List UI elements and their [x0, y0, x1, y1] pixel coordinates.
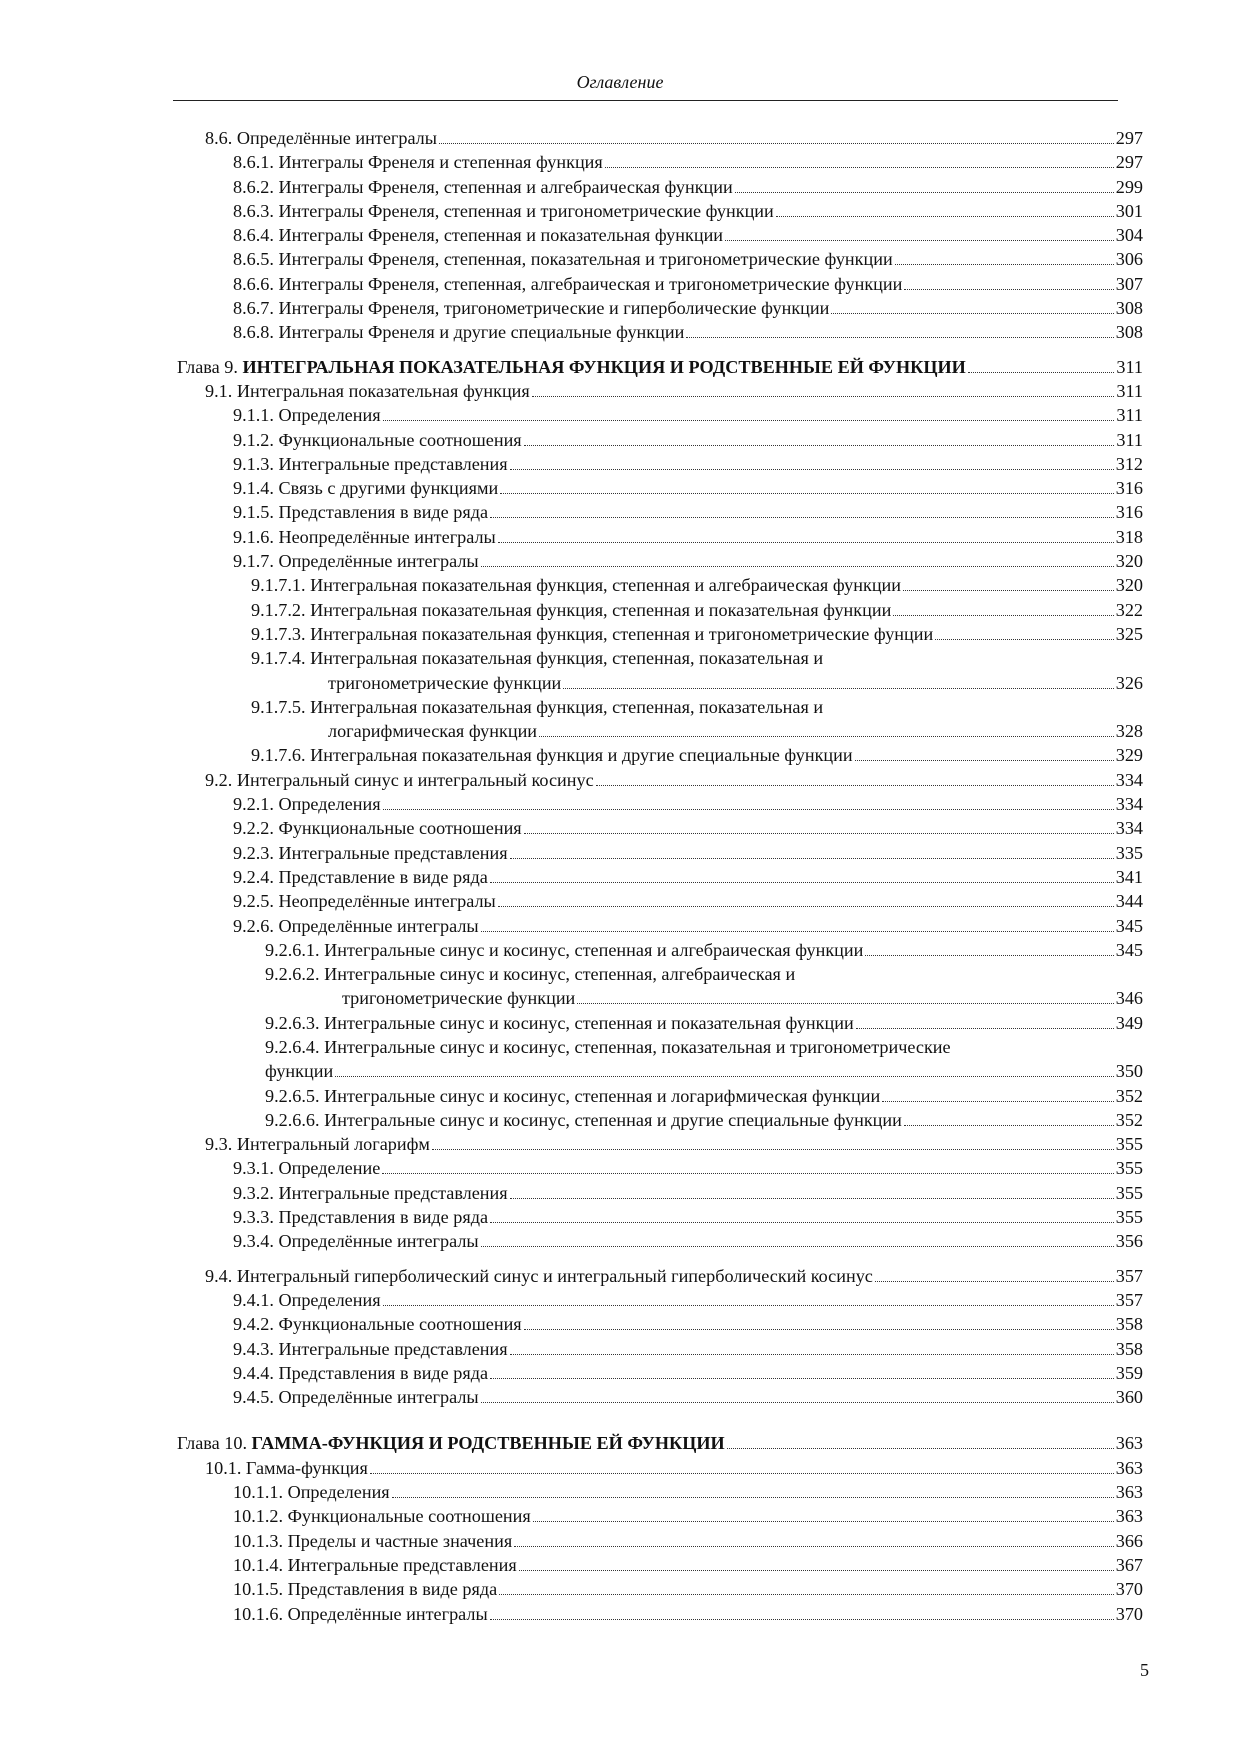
toc-entry[interactable] — [0, 296, 1240, 320]
toc-entry[interactable] — [0, 1108, 1240, 1132]
dot-leader — [481, 1386, 1114, 1403]
entry-text: 9.3.1. Определение — [233, 1158, 381, 1179]
entry-page-number: 328 — [1115, 721, 1143, 742]
running-header: Оглавление — [576, 72, 664, 92]
entry-page-number: 326 — [1115, 672, 1143, 693]
entry-text: 10.1.1. Определения — [233, 1482, 390, 1503]
entry-text: 9.2.6.4. Интегральные синус и косинус, степенная, показательная и тригонометрические — [265, 1036, 951, 1057]
entry-text: 9.2.6. Определённые интегралы — [233, 915, 479, 936]
entry-page-number: 355 — [1115, 1134, 1143, 1155]
dot-leader — [686, 321, 1113, 338]
entry-text: 9.1.7. Определённые интегралы — [233, 551, 479, 572]
dot-leader — [875, 1265, 1114, 1282]
toc-entry[interactable] — [0, 355, 1240, 379]
dot-leader — [490, 501, 1114, 518]
dot-leader — [383, 1289, 1114, 1306]
dot-leader — [498, 890, 1114, 907]
dot-leader — [904, 273, 1113, 290]
dot-leader — [510, 453, 1114, 470]
entry-page-number: 363 — [1115, 1433, 1143, 1454]
entry-text: 9.1.2. Функциональные соотношения — [233, 429, 522, 450]
entry-page-number: 341 — [1115, 866, 1143, 887]
dot-leader — [382, 1157, 1113, 1174]
entry-text: 9.1.7.2. Интегральная показательная функция, степенная и показательная функции — [251, 599, 892, 620]
entry-text: 10.1.4. Интегральные представления — [233, 1554, 517, 1575]
entry-text: 9.4.1. Определения — [233, 1289, 381, 1310]
dot-leader — [577, 987, 1113, 1004]
entry-page-number: 357 — [1115, 1265, 1143, 1286]
toc-entry[interactable] — [0, 1337, 1240, 1361]
entry-page-number: 325 — [1115, 623, 1143, 644]
entry-text: 9.1.7.3. Интегральная показательная функция, степенная и тригонометрические фунции — [251, 623, 934, 644]
entry-page-number: 358 — [1115, 1338, 1143, 1359]
entry-page-number: 322 — [1115, 599, 1143, 620]
entry-page-number: 370 — [1115, 1579, 1143, 1600]
toc-entry[interactable] — [0, 549, 1240, 573]
dot-leader — [510, 842, 1114, 859]
entry-page-number: 312 — [1115, 453, 1143, 474]
dot-leader — [481, 1230, 1114, 1247]
toc-entry[interactable] — [0, 1264, 1240, 1288]
entry-text: 8.6. Определённые интегралы — [205, 128, 437, 148]
entry-text: 8.6.2. Интегралы Френеля, степенная и алгебраическая функции — [233, 176, 733, 197]
header-rule — [173, 100, 1118, 101]
dot-leader — [903, 574, 1114, 591]
entry-page-number: 370 — [1115, 1603, 1143, 1624]
entry-page-number: 355 — [1115, 1207, 1143, 1228]
toc-entry[interactable] — [0, 1480, 1240, 1504]
entry-text: 9.1.7.5. Интегральная показательная функция, степенная, показательная и — [251, 696, 824, 717]
dot-leader — [735, 176, 1114, 193]
entry-page-number: 318 — [1115, 526, 1143, 547]
entry-text: 8.6.6. Интегралы Френеля, степенная, алгебраическая и тригонометрические функции — [233, 273, 903, 294]
section-gap — [0, 1409, 1240, 1431]
entry-text: 9.1.3. Интегральные представления — [233, 453, 508, 474]
entry-text: 9.3.3. Представления в виде ряда — [233, 1207, 489, 1228]
toc-entry[interactable] — [0, 768, 1240, 792]
entry-text: 9.2. Интегральный синус и интегральный косинус — [205, 769, 594, 790]
dot-leader — [524, 1313, 1114, 1330]
toc-entry[interactable] — [0, 1205, 1240, 1229]
entry-text: 9.1.7.4. Интегральная показательная функция, степенная, показательная и — [251, 648, 824, 669]
dot-leader — [524, 429, 1115, 446]
entry-page-number: 352 — [1115, 1085, 1143, 1106]
entry-page-number: 329 — [1115, 745, 1143, 766]
toc-entry-title — [265, 1035, 951, 1059]
dot-leader — [904, 1109, 1114, 1126]
toc-entry[interactable] — [0, 1431, 1240, 1455]
toc-entry[interactable] — [0, 1011, 1240, 1035]
toc-entry[interactable] — [0, 1288, 1240, 1312]
dot-leader — [490, 866, 1114, 883]
toc-entry[interactable] — [0, 1132, 1240, 1156]
toc-entry[interactable] — [0, 1229, 1240, 1253]
toc-entry[interactable] — [0, 320, 1240, 344]
entry-text: 9.1.7.6. Интегральная показательная функция и другие специальные функции — [251, 745, 853, 766]
dot-leader — [439, 127, 1114, 144]
dot-leader — [498, 526, 1114, 543]
entry-text: 9.1.4. Связь с другими функциями — [233, 478, 499, 499]
entry-text: 8.6.4. Интегралы Френеля, степенная и показательная функции — [233, 225, 724, 246]
dot-leader — [481, 550, 1114, 567]
toc-entry[interactable] — [0, 525, 1240, 549]
dot-leader — [532, 380, 1115, 397]
entry-text: 9.4.3. Интегральные представления — [233, 1338, 508, 1359]
entry-page-number: 301 — [1115, 200, 1143, 221]
toc-entry[interactable] — [0, 841, 1240, 865]
dot-leader — [968, 356, 1115, 373]
entry-page-number: 363 — [1115, 1457, 1143, 1478]
section-gap — [0, 345, 1240, 355]
entry-page-number: 311 — [1116, 380, 1143, 401]
entry-text: 9.2.6.5. Интегральные синус и косинус, степенная и логарифмическая функции — [265, 1085, 881, 1106]
entry-text: 8.6.1. Интегралы Френеля и степенная функция — [233, 152, 603, 173]
toc-entry[interactable] — [0, 223, 1240, 247]
entry-text: 9.2.6.3. Интегральные синус и косинус, степенная и показательная функции — [265, 1012, 854, 1033]
toc-entry[interactable] — [0, 1385, 1240, 1409]
toc-entry[interactable] — [0, 428, 1240, 452]
entry-page-number: 320 — [1115, 575, 1143, 596]
dot-leader — [725, 224, 1114, 241]
dot-leader — [563, 672, 1113, 689]
dot-leader — [490, 1603, 1114, 1620]
toc-entry[interactable] — [0, 646, 1240, 695]
dot-leader — [831, 297, 1113, 314]
entry-text: 9.4.5. Определённые интегралы — [233, 1387, 479, 1408]
entry-text: 10.1. Гамма-функция — [205, 1457, 368, 1478]
entry-page-number: 363 — [1115, 1482, 1143, 1503]
toc-entry[interactable] — [0, 1361, 1240, 1385]
dot-leader — [727, 1432, 1114, 1449]
chapter-title: ИНТЕГРАЛЬНАЯ ПОКАЗАТЕЛЬНАЯ ФУНКЦИЯ И РОДСТВЕННЫЕ ЕЙ ФУНКЦИИ — [242, 356, 966, 377]
dot-leader — [490, 1206, 1114, 1223]
entry-text: 9.2.6.1. Интегральные синус и косинус, степенная и алгебраическая функции — [265, 939, 864, 960]
entry-page-number: 311 — [1116, 429, 1143, 450]
entry-page-number: 344 — [1115, 891, 1143, 912]
entry-continuation: логарифмическая функции — [328, 721, 538, 742]
entry-continuation: функции — [265, 1061, 334, 1082]
dot-leader — [392, 1481, 1114, 1498]
page-number: 5 — [1140, 1660, 1149, 1680]
entry-text: 9.1.5. Представления в виде ряда — [233, 502, 489, 523]
dot-leader — [490, 1362, 1114, 1379]
entry-text: 9.1. Интегральная показательная функция — [205, 380, 530, 401]
toc-entry-title — [251, 695, 823, 719]
entry-page-number: 308 — [1115, 298, 1143, 319]
dot-leader — [855, 744, 1114, 761]
entry-text: 8.6.3. Интегралы Френеля, степенная и тригонометрические функции — [233, 200, 774, 221]
dot-leader — [510, 1338, 1114, 1355]
entry-page-number: 316 — [1115, 478, 1143, 499]
entry-text: 9.2.6.6. Интегральные синус и косинус, степенная и другие специальные функции — [265, 1109, 902, 1130]
toc-entry[interactable] — [0, 938, 1240, 962]
toc-entry[interactable] — [0, 622, 1240, 646]
toc-entry[interactable] — [0, 914, 1240, 938]
entry-page-number: 345 — [1115, 915, 1143, 936]
entry-text: 9.1.7.1. Интегральная показательная функция, степенная и алгебраическая функции — [251, 575, 902, 596]
dot-leader — [514, 1530, 1114, 1547]
toc-entry[interactable] — [0, 1312, 1240, 1336]
entry-continuation: тригонометрические функции — [342, 988, 576, 1009]
toc-entry[interactable] — [0, 379, 1240, 403]
dot-leader — [500, 477, 1114, 494]
toc-entry[interactable] — [0, 1181, 1240, 1205]
toc-entry[interactable] — [0, 573, 1240, 597]
entry-page-number: 311 — [1116, 405, 1143, 426]
entry-page-number: 334 — [1115, 794, 1143, 815]
toc-entry[interactable] — [0, 150, 1240, 174]
entry-text: 9.2.3. Интегральные представления — [233, 842, 508, 863]
toc-entry[interactable] — [0, 247, 1240, 271]
dot-leader — [519, 1554, 1114, 1571]
entry-text: 9.4.2. Функциональные соотношения — [233, 1314, 522, 1335]
dot-leader — [524, 817, 1114, 834]
entry-page-number: 366 — [1115, 1530, 1143, 1551]
entry-page-number: 299 — [1115, 176, 1143, 197]
toc-entry[interactable] — [0, 1035, 1240, 1084]
entry-page-number: 334 — [1115, 818, 1143, 839]
toc-entry[interactable] — [0, 452, 1240, 476]
toc-entry[interactable] — [0, 1577, 1240, 1601]
dot-leader — [370, 1457, 1114, 1474]
toc-entry[interactable] — [0, 695, 1240, 744]
toc-entry[interactable] — [0, 1456, 1240, 1480]
entry-page-number: 360 — [1115, 1387, 1143, 1408]
toc-entry[interactable] — [0, 1553, 1240, 1577]
dot-leader — [499, 1578, 1114, 1595]
toc-entry[interactable] — [0, 816, 1240, 840]
toc-entry[interactable] — [0, 1504, 1240, 1528]
table-of-contents — [0, 126, 1240, 1626]
toc-entry[interactable] — [0, 743, 1240, 767]
entry-text: 8.6.8. Интегралы Френеля и другие специальные функции — [233, 322, 685, 343]
chapter-prefix: Глава 9. — [177, 356, 243, 377]
entry-page-number: 357 — [1115, 1289, 1143, 1310]
entry-text: 9.4. Интегральный гиперболический синус и интегральный гиперболический косинус — [205, 1265, 873, 1286]
dot-leader — [895, 248, 1114, 265]
toc-entry[interactable] — [0, 1156, 1240, 1180]
entry-page-number: 367 — [1115, 1554, 1143, 1575]
entry-page-number: 304 — [1115, 225, 1143, 246]
dot-leader — [432, 1133, 1114, 1150]
dot-leader — [383, 404, 1115, 421]
dot-leader — [481, 915, 1114, 932]
entry-text: 10.1.2. Функциональные соотношения — [233, 1506, 531, 1527]
dot-leader — [596, 769, 1114, 786]
toc-entry[interactable] — [0, 1084, 1240, 1108]
entry-page-number: 356 — [1115, 1231, 1143, 1252]
entry-page-number: 350 — [1115, 1061, 1143, 1082]
entry-text: 9.3.4. Определённые интегралы — [233, 1231, 479, 1252]
toc-entry[interactable] — [0, 500, 1240, 524]
entry-text: 8.6.5. Интегралы Френеля, степенная, показательная и тригонометрические функции — [233, 249, 893, 270]
entry-page-number: 358 — [1115, 1314, 1143, 1335]
entry-continuation: тригонометрические функции — [328, 672, 562, 693]
dot-leader — [510, 1182, 1114, 1199]
entry-text: 9.1.1. Определения — [233, 405, 381, 426]
toc-entry[interactable] — [0, 199, 1240, 223]
chapter-title: ГАММА-ФУНКЦИЯ И РОДСТВЕННЫЕ ЕЙ ФУНКЦИИ — [251, 1433, 725, 1454]
entry-page-number: 311 — [1116, 356, 1143, 377]
dot-leader — [539, 720, 1114, 737]
toc-entry-title — [251, 646, 823, 670]
toc-entry[interactable] — [0, 598, 1240, 622]
entry-page-number: 335 — [1115, 842, 1143, 863]
entry-page-number: 334 — [1115, 769, 1143, 790]
dot-leader — [533, 1505, 1114, 1522]
toc-entry[interactable] — [0, 272, 1240, 296]
entry-text: 9.2.5. Неопределённые интегралы — [233, 891, 496, 912]
section-gap — [0, 1254, 1240, 1264]
toc-entry[interactable] — [0, 1602, 1240, 1626]
dot-leader — [605, 151, 1114, 168]
entry-text: 8.6.7. Интегралы Френеля, тригонометрические и гиперболические функции — [233, 298, 830, 319]
dot-leader — [893, 599, 1113, 616]
entry-text: 9.3.2. Интегральные представления — [233, 1182, 508, 1203]
entry-page-number: 355 — [1115, 1182, 1143, 1203]
entry-page-number: 352 — [1115, 1109, 1143, 1130]
entry-page-number: 320 — [1115, 551, 1143, 572]
toc-entry[interactable] — [0, 792, 1240, 816]
entry-text: 9.2.4. Представление в виде ряда — [233, 866, 488, 887]
dot-leader — [856, 1012, 1114, 1029]
entry-text: 9.2.6.2. Интегральные синус и косинус, степенная, алгебраическая и — [265, 964, 796, 985]
entry-text: 9.2.1. Определения — [233, 794, 381, 815]
entry-page-number: 306 — [1115, 249, 1143, 270]
entry-page-number: 345 — [1115, 939, 1143, 960]
entry-page-number: 307 — [1115, 273, 1143, 294]
entry-page-number: 316 — [1115, 502, 1143, 523]
entry-text: 9.3. Интегральный логарифм — [205, 1134, 430, 1155]
dot-leader — [383, 793, 1114, 810]
toc-entry[interactable] — [0, 889, 1240, 913]
entry-text: 10.1.5. Представления в виде ряда — [233, 1579, 498, 1600]
entry-text: 9.2.2. Функциональные соотношения — [233, 818, 522, 839]
toc-entry[interactable] — [0, 403, 1240, 427]
toc-entry[interactable] — [0, 175, 1240, 199]
toc-entry[interactable] — [0, 865, 1240, 889]
entry-text: 9.1.6. Неопределённые интегралы — [233, 526, 496, 547]
dot-leader — [935, 623, 1113, 640]
entry-page-number: 363 — [1115, 1506, 1143, 1527]
toc-entry-title — [265, 962, 795, 986]
entry-page-number: 297 — [1115, 128, 1143, 148]
entry-text: 10.1.3. Пределы и частные значения — [233, 1530, 513, 1551]
toc-entry[interactable] — [0, 962, 1240, 1011]
toc-entry[interactable] — [0, 1529, 1240, 1553]
entry-page-number: 346 — [1115, 988, 1143, 1009]
toc-entry[interactable] — [0, 126, 1240, 150]
dot-leader — [865, 939, 1113, 956]
dot-leader — [882, 1085, 1114, 1102]
entry-page-number: 297 — [1115, 152, 1143, 173]
chapter-prefix: Глава 10. — [177, 1433, 252, 1454]
entry-text: 9.4.4. Представления в виде ряда — [233, 1362, 489, 1383]
entry-text: 10.1.6. Определённые интегралы — [233, 1603, 488, 1624]
toc-entry[interactable] — [0, 476, 1240, 500]
entry-page-number: 349 — [1115, 1012, 1143, 1033]
dot-leader — [335, 1060, 1114, 1077]
entry-page-number: 355 — [1115, 1158, 1143, 1179]
entry-page-number: 308 — [1115, 322, 1143, 343]
dot-leader — [776, 200, 1114, 217]
entry-page-number: 359 — [1115, 1362, 1143, 1383]
